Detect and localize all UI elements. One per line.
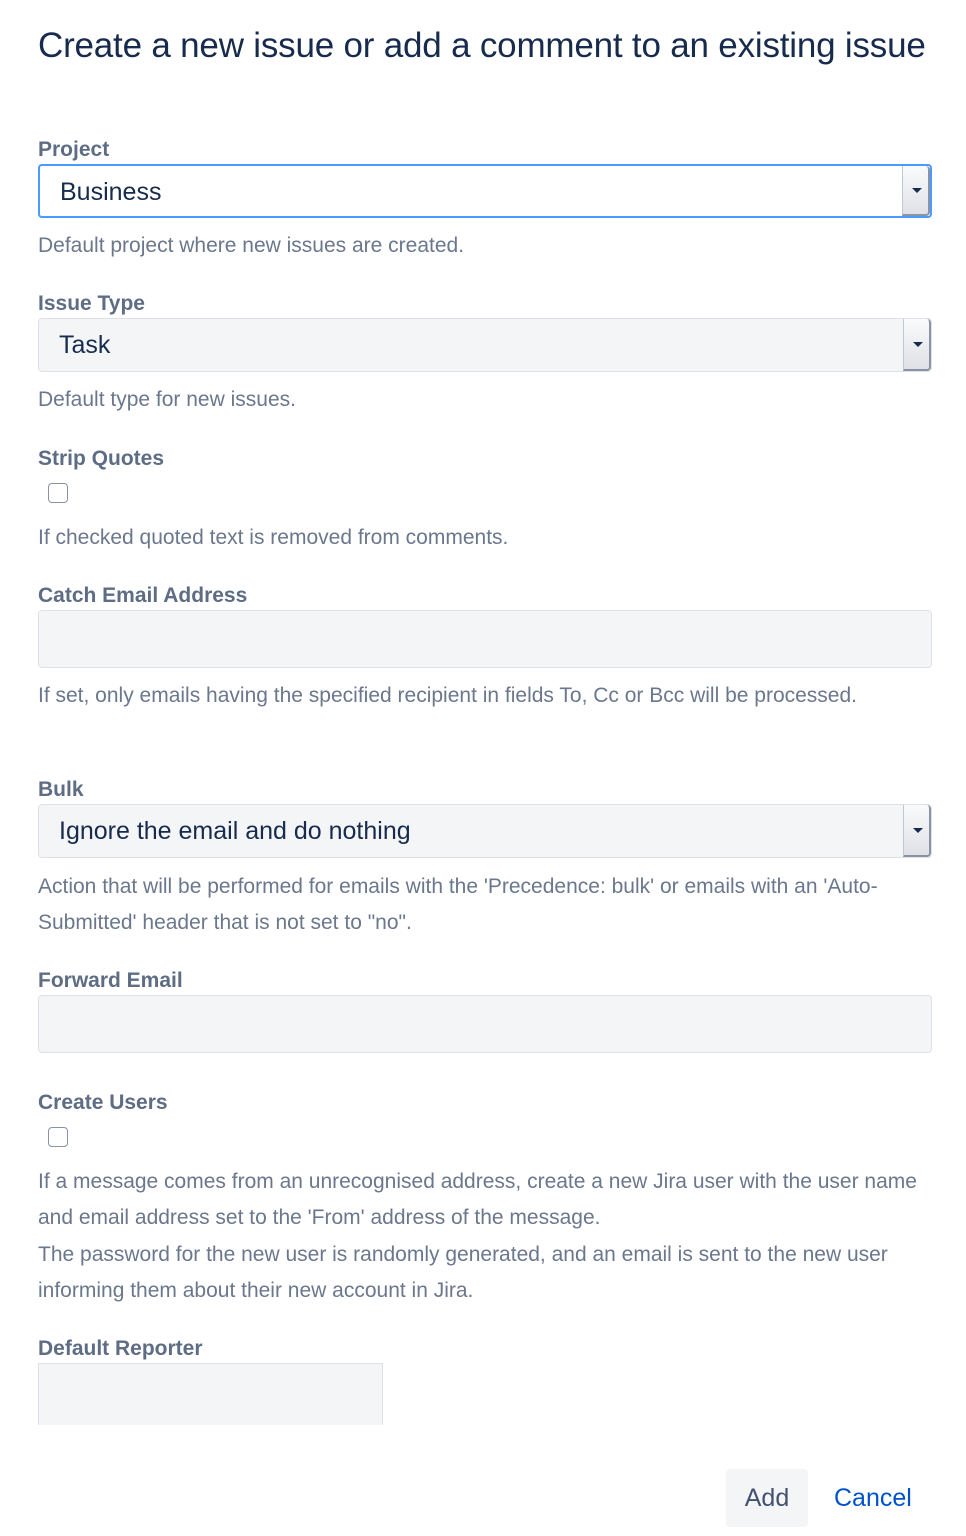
bulk-select[interactable] — [38, 804, 932, 858]
create-users-help: If a message comes from an unrecognised address, create a new Jira user with the user name and email address set to the 'From' address of the message. — [38, 1170, 917, 1229]
create-users-help-password: The password for the new user is randomly generated, and an email is sent to the new user informing them about their new account in Jira. — [38, 1243, 888, 1302]
project-help: Default project where new issues are created. — [38, 234, 465, 257]
issue-type-select[interactable] — [38, 318, 932, 372]
project-label: Project — [38, 138, 110, 161]
catch-email-input[interactable] — [38, 610, 932, 668]
strip-quotes-help: If checked quoted text is removed from comments. — [38, 526, 509, 549]
create-users-checkbox[interactable] — [48, 1127, 68, 1147]
issue-type-dropdown-button[interactable] — [903, 319, 931, 371]
chevron-down-icon — [913, 828, 923, 833]
project-select-value: Business — [60, 178, 162, 206]
create-users-label: Create Users — [38, 1091, 168, 1114]
cancel-link[interactable]: Cancel — [834, 1484, 912, 1512]
issue-type-select-value: Task — [59, 331, 111, 359]
strip-quotes-checkbox[interactable] — [48, 483, 68, 503]
issue-type-label: Issue Type — [38, 292, 145, 315]
bulk-dropdown-button[interactable] — [903, 805, 931, 857]
catch-email-help: If set, only emails having the specified recipient in fields To, Cc or Bcc will be processed. — [38, 684, 857, 707]
page-title: Create a new issue or add a comment to an existing issue — [38, 26, 926, 65]
forward-email-input[interactable] — [38, 995, 932, 1053]
default-reporter-input[interactable] — [38, 1363, 383, 1425]
strip-quotes-label: Strip Quotes — [38, 447, 165, 470]
catch-email-label: Catch Email Address — [38, 584, 248, 607]
forward-email-label: Forward Email — [38, 969, 183, 992]
add-button[interactable]: Add — [726, 1469, 808, 1527]
issue-type-help: Default type for new issues. — [38, 388, 296, 411]
bulk-label: Bulk — [38, 778, 84, 801]
bulk-select-value: Ignore the email and do nothing — [59, 817, 411, 845]
chevron-down-icon — [913, 342, 923, 347]
project-select[interactable] — [38, 164, 932, 218]
bulk-help: Action that will be performed for emails with the 'Precedence: bulk' or emails with an 'Auto-Submitted' header that is not set to "no". — [38, 875, 878, 934]
project-dropdown-button[interactable] — [902, 166, 930, 216]
default-reporter-label: Default Reporter — [38, 1337, 203, 1360]
chevron-down-icon — [912, 188, 922, 193]
